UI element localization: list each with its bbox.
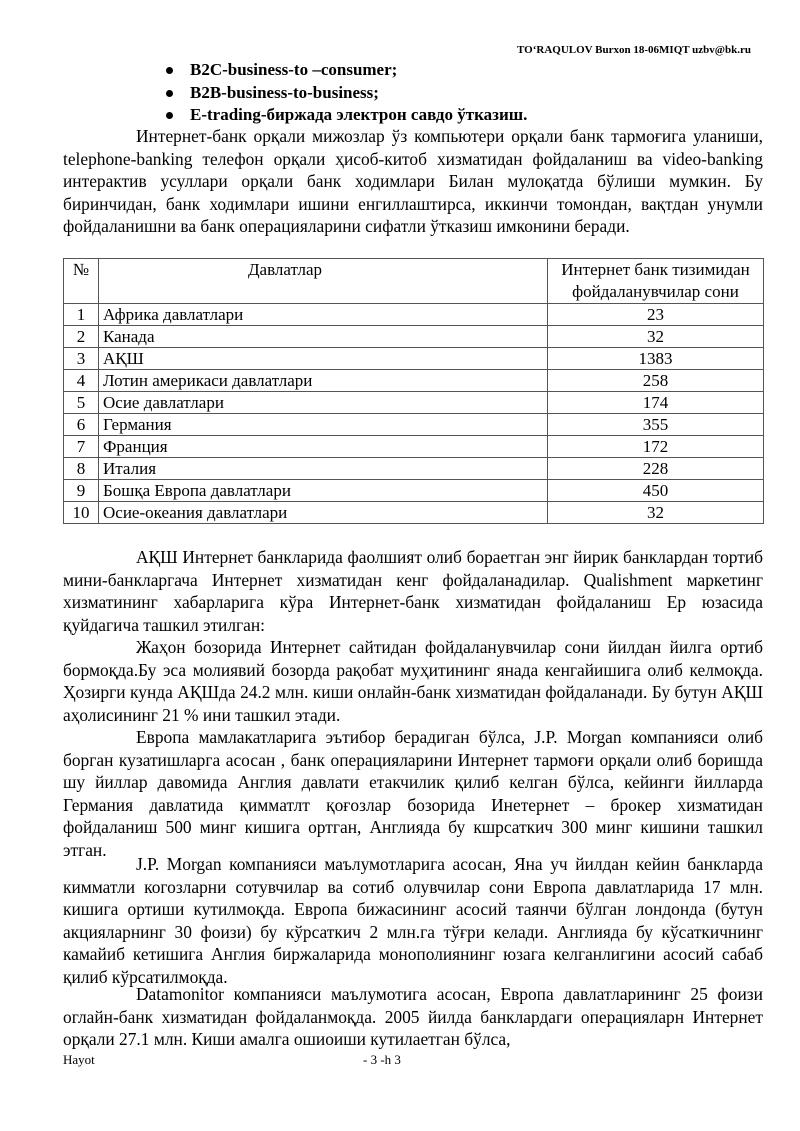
users-table [63, 258, 764, 524]
table-row [64, 326, 764, 348]
page-number: - 3 -h 3 [363, 1052, 401, 1067]
table-row [64, 480, 764, 502]
row-users: 32 [548, 502, 764, 524]
row-users: 228 [548, 458, 764, 480]
row-users: 23 [548, 304, 764, 326]
row-users: 355 [548, 414, 764, 436]
table-row [64, 502, 764, 524]
row-num: 8 [64, 458, 99, 480]
row-users: 172 [548, 436, 764, 458]
row-country: Франция [99, 436, 548, 458]
row-num: 4 [64, 370, 99, 392]
row-users: 1383 [548, 348, 764, 370]
row-country: Германия [99, 414, 548, 436]
row-country: Осие-океания давлатлари [99, 502, 548, 524]
row-users: 450 [548, 480, 764, 502]
row-users: 174 [548, 392, 764, 414]
intro-paragraph: Интернет-банк орқали мижозлар ўз компьютери орқали банк тармоғига уланиши, telephone-banking телефон орқали ҳисоб-китоб хизматидан фойдаланиш ва video-banking интерактив усуллари орқали банк ходимлари Билан мулоқатда бўлиши мумкин. Бу биринчидан, банк ходимлари ишини енгиллаштирса, иккинчи томондан, вақтдан унумли фойдаланишни ва банк операцияларини сифатли ўтказиш имконини беради. [63, 126, 763, 236]
row-num: 10 [64, 502, 99, 524]
bullet-item: B2C-business-to –consumer; [160, 59, 527, 82]
row-num: 6 [64, 414, 99, 436]
row-country: Осие давлатлари [99, 392, 548, 414]
table-row [64, 348, 764, 370]
body-paragraph-3: Европа мамлакатларига эътибор берадиган бўлса, J.P. Morgan компанияси олиб борган кузатишларга асосан , банк операцияларини Интернет тармоғи орқали олиб боришда шу йиллар давомида Англия давлати етакчилик қилиб келган бўлса, кейинги йилларда Германия давлатида қимматлт қоғозлар бозорида Инетернет – брокер хизматидан фойдаланиш 500 минг кишига ортган, Англияда бу кшрсаткич 300 минг кишини ташкил этган. [63, 727, 763, 860]
col-header-users: Интернет банк тизимидан фойдаланувчилар сони [548, 259, 764, 304]
table-row [64, 436, 764, 458]
table-row [64, 370, 764, 392]
row-num: 2 [64, 326, 99, 348]
body-paragraph-1: АҚШ Интернет банкларида фаолшият олиб бораетган энг йирик банклардан тортиб мини-банкларгача Интернет хизматидан кенг фойдаланадилар. Qualishment маркетинг хизматининг хабарларига кўра Интернет-банк хизматидан фойдаланиш Ер юзасида қуйдагича ташкил этилган: [63, 547, 763, 635]
row-country: Италия [99, 458, 548, 480]
col-header-country: Давлатлар [99, 259, 548, 304]
row-country: Бошқа Европа давлатлари [99, 480, 548, 502]
table-header-row [64, 259, 764, 304]
row-country: АҚШ [99, 348, 548, 370]
table-row [64, 392, 764, 414]
row-country: Канада [99, 326, 548, 348]
row-num: 9 [64, 480, 99, 502]
row-country: Лотин америкаси давлатлари [99, 370, 548, 392]
bullet-item: B2B-business-to-business; [160, 82, 527, 105]
table-row [64, 414, 764, 436]
col-header-num: № [64, 259, 99, 304]
bullet-item: E-trading-биржада электрон савдо ўтказиш. [160, 104, 527, 127]
row-users: 258 [548, 370, 764, 392]
footer-left-text: Hayot [63, 1052, 95, 1067]
page-header-author: TO‘RAQULOV Burxon 18-06MIQT uzbv@bk.ru [517, 44, 751, 56]
table-row [64, 304, 764, 326]
row-country: Африка давлатлари [99, 304, 548, 326]
row-num: 7 [64, 436, 99, 458]
bullet-list [160, 59, 527, 127]
body-paragraph-4: J.P. Morgan компанияси маълумотларига асосан, Яна уч йилдан кейин банкларда кимматли когозларни сотувчилар ва сотиб олувчилар сони Европа давлатларида 17 млн. кишига ортиши кутилмоқда. Европа бижасининг асосий таянчи бўлган лондонда (бутун акцияларнинг 30 фоизи) бу кўрсаткич 2 млн.га тўғри келади. Англияда бу кўсаткичнинг камайиб кетишига Англия биржаларида монополиянинг юзага келганлигини асосий сабаб қилиб кўрсатилмоқда. [63, 854, 763, 987]
row-num: 3 [64, 348, 99, 370]
row-num: 5 [64, 392, 99, 414]
body-paragraph-2: Жаҳон бозорида Интернет сайтидан фойдаланувчилар сони йилдан йилга ортиб бормоқда.Бу эса молиявий бозорда рақобат муҳитининг янада кенгайишига олиб келмоқда. Ҳозирги кунда АҚШда 24.2 млн. киши онлайн-банк хизматидан фойдаланади. Бу бутун АҚШ аҳолисининг 21 % ини ташкил этади. [63, 637, 763, 725]
table-row [64, 458, 764, 480]
row-num: 1 [64, 304, 99, 326]
body-paragraph-5: Datamonitor компанияси маълумотига асосан, Европа давлатларининг 25 фоизи оглайн-банк хизматидан фойдаланмоқда. 2005 йилда банклардаги операцияларн Интернет орқали 27.1 млн. Киши амалга ошиоиши кутилаетган бўлса, [63, 984, 763, 1049]
row-users: 32 [548, 326, 764, 348]
